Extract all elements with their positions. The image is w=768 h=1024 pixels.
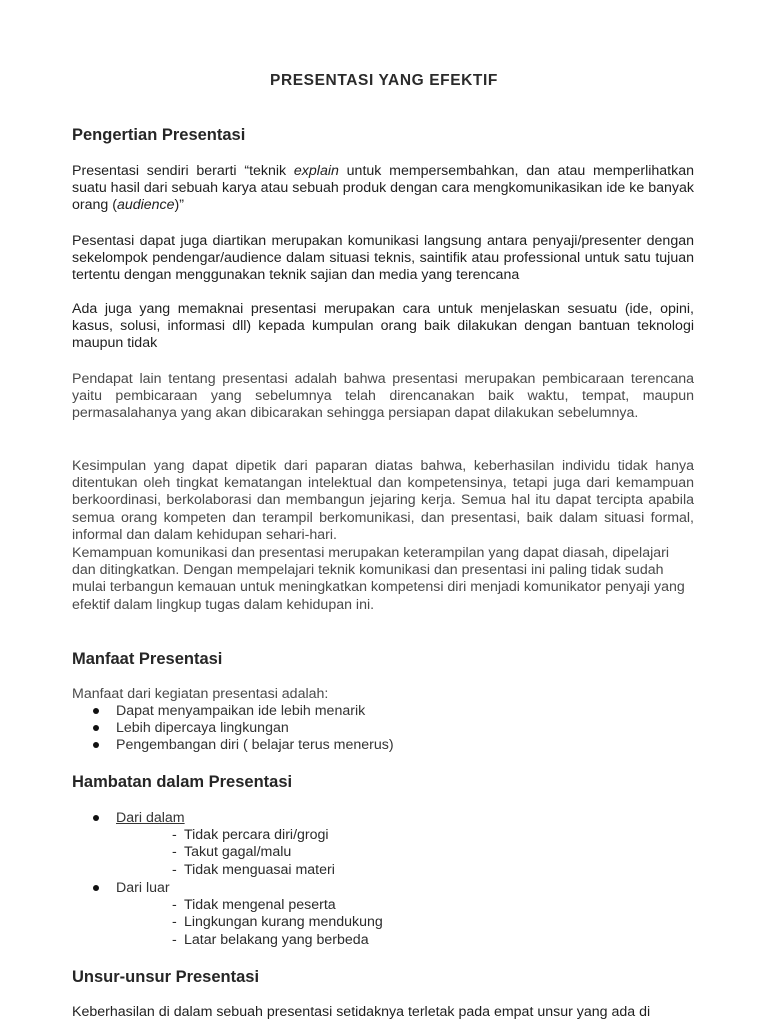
list-item bbox=[72, 737, 694, 754]
hambatan-dalam-sublist bbox=[172, 827, 335, 879]
list-item bbox=[72, 703, 694, 720]
list-item bbox=[72, 880, 694, 897]
text-run-italic: audience bbox=[116, 197, 175, 214]
sub-list-item-label: Takut gagal/malu bbox=[184, 844, 292, 861]
sub-list-item: - Tidak percara diri/grogi bbox=[172, 827, 329, 843]
list-item-label: Lebih dipercaya lingkungan bbox=[116, 720, 289, 737]
list-item-label: Dari luar bbox=[116, 880, 170, 896]
sub-list-item-label: Latar belakang yang berbeda bbox=[184, 931, 369, 948]
list-item bbox=[72, 720, 694, 737]
sub-list-item: - Tidak mengenal peserta bbox=[172, 897, 336, 913]
sub-list-item-label: Lingkungan kurang mendukung bbox=[184, 914, 383, 931]
list-item-label: Pengembangan diri ( belajar terus menerus) bbox=[116, 737, 394, 754]
heading-manfaat: Manfaat Presentasi bbox=[72, 650, 223, 668]
text-run: Presentasi sendiri berarti “teknik bbox=[72, 163, 294, 179]
list-item bbox=[72, 810, 694, 827]
paragraph-manfaat-intro: Manfaat dari kegiatan presentasi adalah: bbox=[72, 686, 329, 702]
manfaat-list bbox=[72, 703, 694, 755]
hambatan-luar-sublist bbox=[172, 897, 383, 949]
paragraph-unsur-1: Keberhasilan di dalam sebuah presentasi setidaknya terletak pada empat unsur yang ada di bbox=[72, 1004, 651, 1020]
bullet-icon bbox=[93, 885, 99, 891]
bullet-icon bbox=[93, 742, 99, 748]
heading-pengertian: Pengertian Presentasi bbox=[72, 126, 246, 144]
heading-hambatan: Hambatan dalam Presentasi bbox=[72, 773, 293, 791]
heading-unsur: Unsur-unsur Presentasi bbox=[72, 968, 260, 986]
hambatan-dalam-list bbox=[72, 810, 694, 827]
paragraph-pengertian-5: Kesimpulan yang dapat dipetik dari paparan diatas bahwa, keberhasilan individu tidak hanya ditentukan oleh tingkat kematangan intelektual dan kompetensinya, tetapi juga dari kemampuan berkoordinasi, berkolaborasi dan membangun jejaring kerja. Semua hal itu dapat tercipta apabila semua orang kompeten dan terampil berkomunikasi, dan presentasi, baik dalam situasi formal, informal dan dalam kehidupan sehari-hari. bbox=[72, 458, 694, 543]
text-run: untuk mempersembahkan, dan atau memperlihatkan suatu hasil dari sebuah karya atau sebuah produk dengan cara mengkomunikasikan ide ke banyak orang ( bbox=[72, 163, 694, 214]
text-run-italic: explain bbox=[293, 163, 339, 179]
document-title: PRESENTASI YANG EFEKTIF bbox=[270, 72, 498, 89]
paragraph-pengertian-2: Pesentasi dapat juga diartikan merupakan komunikasi langsung antara penyaji/presenter dengan sekelompok pendengar/audience dalam situasi teknis, saintifik atau professional untuk satu tujuan tertentu dengan menggunakan teknik sajian dan media yang terencana bbox=[72, 233, 694, 284]
paragraph-pengertian-1 bbox=[72, 163, 694, 215]
list-item-label: Dari dalam bbox=[116, 810, 185, 826]
paragraph-pengertian-3: Ada juga yang memaknai presentasi merupakan cara untuk menjelaskan sesuatu (ide, opini, kasus, solusi, informasi dll) kepada kumpulan orang baik dilakukan dengan bantuan teknologi maupun tidak bbox=[72, 301, 694, 352]
bullet-icon bbox=[93, 815, 99, 821]
sub-list-item: - Latar belakang yang berbeda bbox=[172, 931, 369, 948]
bullet-icon bbox=[93, 725, 99, 731]
hambatan-luar-list bbox=[72, 880, 694, 897]
sub-list-item-label: Tidak mengenal peserta bbox=[184, 897, 336, 913]
sub-list-item: - Tidak menguasai materi bbox=[172, 861, 335, 878]
sub-list-item-label: Tidak percara diri/grogi bbox=[184, 827, 329, 843]
list-item-label: Dapat menyampaikan ide lebih menarik bbox=[116, 703, 366, 719]
sub-list-item-label: Tidak menguasai materi bbox=[184, 861, 335, 878]
text-run: )” bbox=[174, 197, 184, 214]
sub-list-item: - Lingkungan kurang mendukung bbox=[172, 914, 383, 931]
sub-list-item: - Takut gagal/malu bbox=[172, 844, 292, 861]
paragraph-pengertian-4: Pendapat lain tentang presentasi adalah bahwa presentasi merupakan pembicaraan terencana yaitu pembicaraan yang sebelumnya telah direncanakan baik waktu, tempat, maupun permasalahanya yang akan dibicarakan sehingga persiapan dapat dilakukan sebelumnya. bbox=[72, 371, 694, 422]
paragraph-pengertian-6: Kemampuan komunikasi dan presentasi merupakan keterampilan yang dapat diasah, dipelajari dan ditingkatkan. Dengan mempelajari teknik komunikasi dan presentasi ini paling tidak sudah mulai terbangun kemauan untuk meningkatkan kompetensi diri menjadi komunikator penyaji yang efektif dalam lingkup tugas dalam kehidupan ini. bbox=[72, 545, 685, 613]
bullet-icon bbox=[93, 708, 99, 714]
